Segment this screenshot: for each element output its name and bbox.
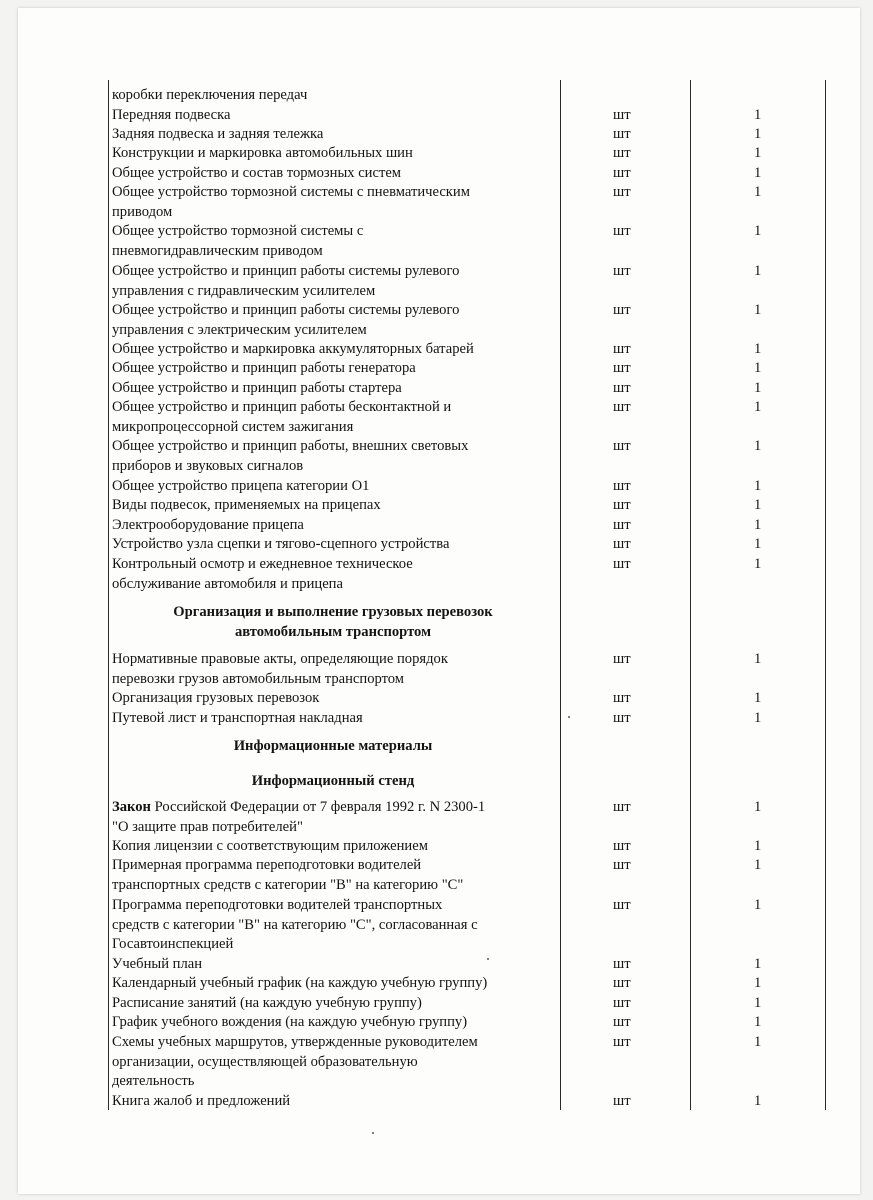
- item-quantity: 1: [754, 438, 762, 454]
- item-unit: шт: [613, 975, 631, 991]
- item-name: [112, 1033, 556, 1092]
- item-quantity: 1: [754, 184, 762, 200]
- item-name: [112, 798, 556, 837]
- item-quantity: 1: [754, 651, 762, 667]
- item-name-bold-prefix: Закон: [112, 799, 151, 815]
- table-border-unit-qty: [690, 80, 691, 1110]
- item-name-line: Путевой лист и транспортная накладная: [112, 710, 363, 726]
- item-name: [112, 398, 556, 437]
- item-quantity: 1: [754, 223, 762, 239]
- section-heading-text: [110, 603, 556, 642]
- item-name-line: управления с гидравлическим усилителем: [112, 282, 376, 299]
- item-name: [112, 301, 556, 340]
- item-quantity: 1: [754, 126, 762, 142]
- item-unit: шт: [613, 690, 631, 706]
- item-unit: шт: [613, 556, 631, 572]
- item-unit: шт: [613, 1093, 631, 1109]
- item-name: [112, 359, 556, 379]
- item-unit: шт: [613, 165, 631, 181]
- item-name-line: Примерная программа переподготовки водителей: [112, 857, 422, 873]
- item-name-line: деятельность: [112, 1073, 195, 1090]
- item-name-line: Передняя подвеска: [112, 107, 231, 123]
- item-unit: шт: [613, 184, 631, 200]
- item-name: [112, 650, 556, 689]
- scan-speck: [568, 716, 570, 718]
- item-quantity: 1: [754, 1034, 762, 1050]
- item-quantity: 1: [754, 517, 762, 533]
- item-quantity: 1: [754, 497, 762, 513]
- item-name-line: Схемы учебных маршрутов, утвержденные руководителем: [112, 1034, 478, 1050]
- section-heading-text: [110, 737, 556, 757]
- item-quantity: 1: [754, 690, 762, 706]
- item-name: [112, 1013, 556, 1033]
- item-name-line: средств с категории "В" на категорию "С", согласованная с: [112, 916, 478, 933]
- item-unit: шт: [613, 995, 631, 1011]
- item-quantity: 1: [754, 399, 762, 415]
- item-name: [112, 437, 556, 476]
- item-name-line: Общее устройство и принцип работы стартера: [112, 380, 402, 396]
- item-name: [112, 183, 556, 222]
- item-name: [112, 222, 556, 261]
- item-unit: шт: [613, 223, 631, 239]
- table-border-right: [825, 80, 826, 1110]
- item-quantity: 1: [754, 975, 762, 991]
- item-unit: шт: [613, 478, 631, 494]
- item-name: [112, 555, 556, 594]
- item-name: [112, 496, 556, 516]
- item-quantity: 1: [754, 1093, 762, 1109]
- section-heading-line: автомобильным транспортом: [234, 623, 432, 640]
- item-quantity: 1: [754, 956, 762, 972]
- item-name-line: Общее устройство и принцип работы системы рулевого: [112, 263, 460, 279]
- item-name-line: приводом: [112, 203, 173, 220]
- item-name: [112, 689, 556, 709]
- item-name-line: Общее устройство тормозной системы с пневматическим: [112, 184, 470, 200]
- item-name-line: Виды подвесок, применяемых на прицепах: [112, 497, 381, 513]
- item-unit: шт: [613, 497, 631, 513]
- item-name-line: Госавтоинспекцией: [112, 936, 234, 953]
- item-name: [112, 896, 556, 955]
- item-name: [112, 144, 556, 164]
- item-quantity: 1: [754, 838, 762, 854]
- item-name: [112, 125, 556, 145]
- item-unit: шт: [613, 897, 631, 913]
- item-unit: шт: [613, 710, 631, 726]
- section-heading-text: [110, 772, 556, 792]
- item-unit: шт: [613, 302, 631, 318]
- item-unit: шт: [613, 360, 631, 376]
- item-name-line: График учебного вождения (на каждую учебную группу): [112, 1014, 468, 1030]
- item-name-line: Общее устройство и состав тормозных систем: [112, 165, 402, 181]
- item-name-line: Контрольный осмотр и ежедневное техническое: [112, 556, 413, 572]
- item-quantity: 1: [754, 556, 762, 572]
- item-quantity: 1: [754, 710, 762, 726]
- item-quantity: 1: [754, 263, 762, 279]
- item-name-line: Нормативные правовые акты, определяющие порядок: [112, 651, 448, 667]
- item-name: [112, 262, 556, 301]
- item-name: [112, 106, 556, 126]
- item-name-line: Общее устройство и принцип работы, внешних световых: [112, 438, 469, 454]
- item-name: [112, 379, 556, 399]
- item-name-line: Календарный учебный график (на каждую учебную группу): [112, 975, 488, 991]
- item-name-line: транспортных средств с категории "В" на категорию "С": [112, 876, 464, 893]
- item-name-line: Задняя подвеска и задняя тележка: [112, 126, 324, 142]
- item-quantity: 1: [754, 995, 762, 1011]
- item-unit: шт: [613, 380, 631, 396]
- item-name: [112, 86, 556, 106]
- item-name: [112, 477, 556, 497]
- item-name: [112, 974, 556, 994]
- item-unit: шт: [613, 145, 631, 161]
- item-name-line: Общее устройство и маркировка аккумуляторных батарей: [112, 341, 474, 357]
- item-unit: шт: [613, 956, 631, 972]
- item-name-line: приборов и звуковых сигналов: [112, 457, 304, 474]
- item-quantity: 1: [754, 341, 762, 357]
- item-name: [112, 516, 556, 536]
- item-quantity: 1: [754, 302, 762, 318]
- item-name: [112, 856, 556, 895]
- item-unit: шт: [613, 399, 631, 415]
- item-name: [112, 340, 556, 360]
- item-name: [112, 709, 556, 729]
- item-unit: шт: [613, 857, 631, 873]
- item-name-line: Общее устройство и принцип работы системы рулевого: [112, 302, 460, 318]
- item-name-line: Книга жалоб и предложений: [112, 1093, 291, 1109]
- section-heading-line: Информационные материалы: [233, 738, 433, 754]
- item-unit: шт: [613, 263, 631, 279]
- item-name-line-text: Российской Федерации от 7 февраля 1992 г. N 2300-1: [150, 799, 486, 815]
- item-quantity: 1: [754, 897, 762, 913]
- item-name: [112, 837, 556, 857]
- item-unit: шт: [613, 341, 631, 357]
- item-quantity: 1: [754, 380, 762, 396]
- item-quantity: 1: [754, 1014, 762, 1030]
- item-name-line: организации, осуществляющей образовательную: [112, 1053, 418, 1070]
- item-quantity: 1: [754, 478, 762, 494]
- item-name-line: Конструкции и маркировка автомобильных шин: [112, 145, 413, 161]
- item-name-line: микропроцессорной систем зажигания: [112, 418, 354, 435]
- item-name-line: Устройство узла сцепки и тягово-сцепного устройства: [112, 536, 450, 552]
- item-quantity: 1: [754, 107, 762, 123]
- item-unit: шт: [613, 1014, 631, 1030]
- item-name-line: Общее устройство и принцип работы генератора: [112, 360, 416, 376]
- item-quantity: 1: [754, 857, 762, 873]
- item-name: [112, 535, 556, 555]
- item-name-line: Копия лицензии с соответствующим приложением: [112, 838, 428, 854]
- item-unit: шт: [613, 838, 631, 854]
- item-unit: шт: [613, 799, 631, 815]
- item-name-line: Общее устройство и принцип работы бесконтактной и: [112, 399, 452, 415]
- item-quantity: 1: [754, 165, 762, 181]
- item-name-line: обслуживание автомобиля и прицепа: [112, 575, 343, 592]
- item-name-line: перевозки грузов автомобильным транспортом: [112, 670, 405, 687]
- item-quantity: 1: [754, 536, 762, 552]
- item-unit: шт: [613, 1034, 631, 1050]
- table-border-name-unit: [560, 80, 561, 1110]
- scan-speck: [372, 1132, 374, 1134]
- item-name-line: пневмогидравлическим приводом: [112, 242, 323, 259]
- item-unit: шт: [613, 126, 631, 142]
- item-quantity: 1: [754, 799, 762, 815]
- item-name-line: [112, 798, 556, 818]
- item-name-line: Электрооборудование прицепа: [112, 517, 304, 533]
- item-name: [112, 994, 556, 1014]
- item-unit: шт: [613, 107, 631, 123]
- item-name-line: управления с электрическим усилителем: [112, 321, 367, 338]
- item-name-line: Общее устройство тормозной системы с: [112, 223, 364, 239]
- item-name-line: Расписание занятий (на каждую учебную группу): [112, 995, 422, 1011]
- item-name-line: "О защите прав потребителей": [112, 818, 303, 835]
- item-quantity: 1: [754, 145, 762, 161]
- item-quantity: 1: [754, 360, 762, 376]
- item-name-line: Программа переподготовки водителей транспортных: [112, 897, 443, 913]
- item-name-line: Учебный план: [112, 956, 203, 972]
- item-name-line: Организация грузовых перевозок: [112, 690, 320, 706]
- section-heading-line: Организация и выполнение грузовых перевозок: [173, 604, 493, 620]
- item-unit: шт: [613, 536, 631, 552]
- item-name-line: Общее устройство прицепа категории О1: [112, 478, 370, 494]
- item-unit: шт: [613, 651, 631, 667]
- item-unit: шт: [613, 438, 631, 454]
- section-heading-line: Информационный стенд: [251, 773, 415, 789]
- item-unit: шт: [613, 517, 631, 533]
- item-name: [112, 164, 556, 184]
- item-name: [112, 1092, 556, 1112]
- table-border-left: [108, 80, 109, 1110]
- item-name-line: коробки переключения передач: [112, 87, 308, 103]
- item-name: [112, 955, 556, 975]
